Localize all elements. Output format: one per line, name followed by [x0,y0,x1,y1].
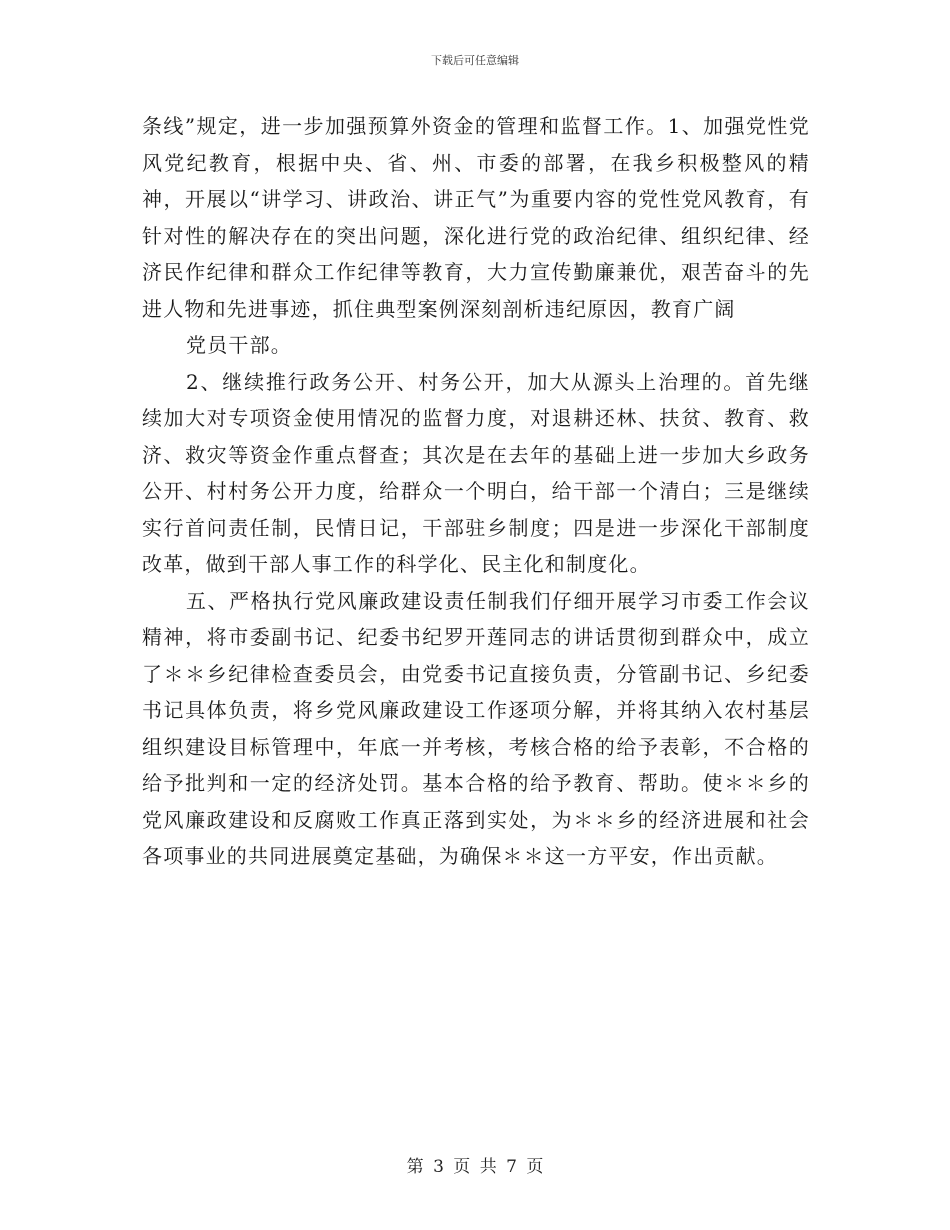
paragraph-4: 五、严格执行党风廉政建设责任制我们仔细开展学习市委工作会议精神，将市委副书记、纪委书纪罗开莲同志的讲话贯彻到群众中，成立了＊＊乡纪律检查委员会，由党委书记直接负责，分管副书记、乡纪委书记具体负责，将乡党风廉政建设工作逐项分解，并将其纳入农村基层组织建设目标管理中，年底一并考核，考核合格的给予表彰，不合格的给予批判和一定的经济处罚。基本合格的给予教育、帮助。使＊＊乡的党风廉政建设和反腐败工作真正落到实处，为＊＊乡的经济进展和社会各项事业的共同进展奠定基础，为确保＊＊这一方平安，作出贡献。 [142,588,810,868]
paragraph-1: 条线”规定，进一步加强预算外资金的管理和监督工作。1、加强党性党风党纪教育，根据中央、省、州、市委的部署，在我乡积极整风的精神，开展以“讲学习、讲政治、讲正气”为重要内容的党性党风教育，有针对性的解决存在的突出问题，深化进行党的政治纪律、组织纪律、经济民作纪律和群众工作纪律等教育，大力宣传勤廉兼优，艰苦奋斗的先进人物和先进事迹，抓住典型案例深刻剖析违纪原因，教育广阔 [142,114,810,321]
paragraph-2: 党员干部。 [186,333,292,357]
page-header: 下载后可任意编辑 [431,54,519,67]
document-body [142,108,810,875]
page-footer: 第 3 页 共 7 页 [406,1157,544,1177]
paragraph-3: 2、继续推行政务公开、村务公开，加大从源头上治理的。首先继续加大对专项资金使用情况的监督力度，对退耕还林、扶贫、教育、救济、救灾等资金作重点督查；其次是在去年的基础上进一步加大乡政务公开、村村务公开力度，给群众一个明白，给干部一个清白；三是继续实行首问责任制，民情日记，干部驻乡制度；四是进一步深化干部制度改革，做到干部人事工作的科学化、民主化和制度化。 [142,369,810,576]
